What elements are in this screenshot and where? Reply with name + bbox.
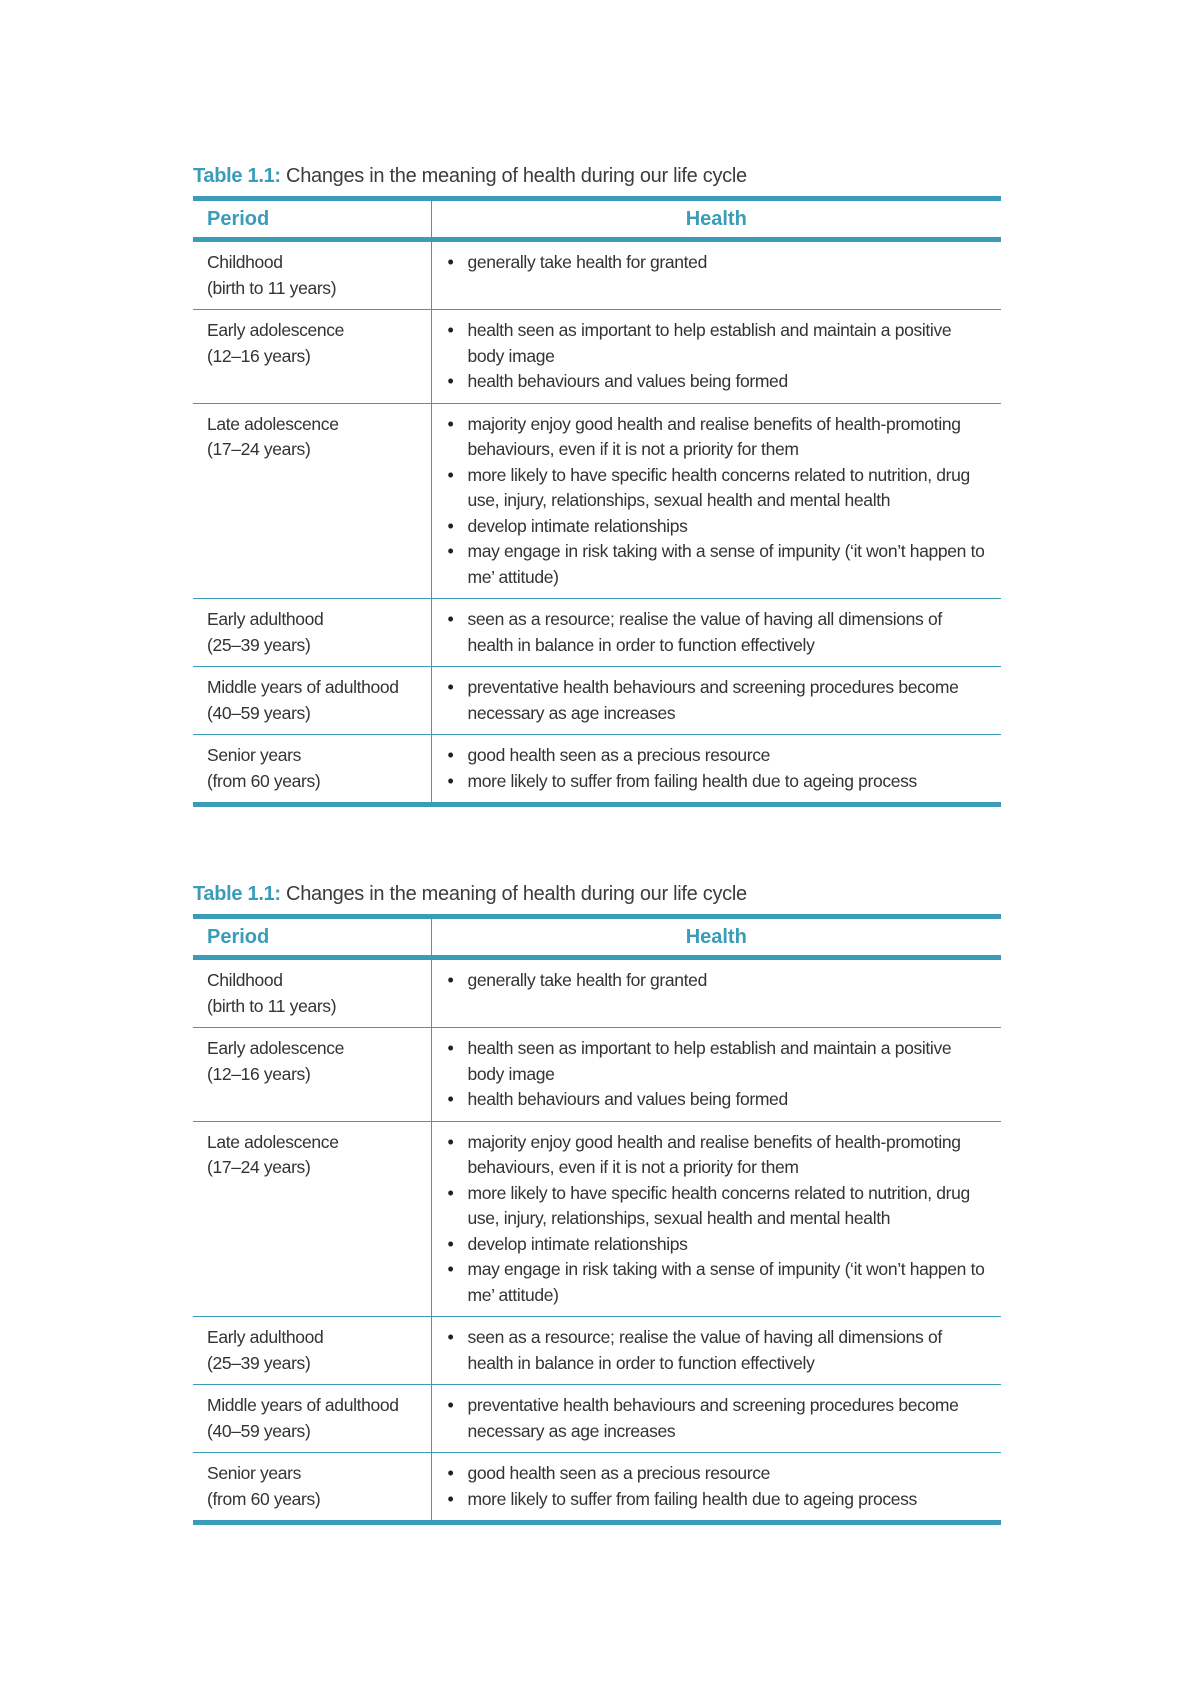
table-row <box>193 240 1001 310</box>
period-cell <box>193 735 431 805</box>
table-block <box>193 880 1001 1525</box>
period-name: Childhood <box>207 970 283 990</box>
health-point: • health behaviours and values being formed <box>446 1087 990 1113</box>
health-cell <box>431 1453 1001 1523</box>
table-row <box>193 667 1001 735</box>
health-point: • health behaviours and values being formed <box>446 369 990 395</box>
health-cell <box>431 958 1001 1028</box>
health-points <box>446 1036 990 1113</box>
period-cell <box>193 1385 431 1453</box>
period-range: (40–59 years) <box>207 702 311 723</box>
health-point: • preventative health behaviours and screening procedures become necessary as age increases <box>446 675 990 726</box>
period-cell <box>193 1121 431 1317</box>
caption-text: Changes in the meaning of health during our life cycle <box>286 165 747 187</box>
period-cell <box>193 599 431 667</box>
period-range: (25–39 years) <box>207 1352 311 1373</box>
header-health: Health <box>431 917 1001 958</box>
table-row <box>193 1385 1001 1453</box>
health-cell <box>431 240 1001 310</box>
table-row <box>193 958 1001 1028</box>
table-row <box>193 403 1001 599</box>
health-points <box>446 412 990 591</box>
health-point: • generally take health for granted <box>446 250 990 276</box>
period-name: Late adolescence <box>207 413 339 434</box>
health-point: • good health seen as a precious resource <box>446 743 990 769</box>
header-period: Period <box>193 917 431 958</box>
header-row <box>193 917 1001 958</box>
period-range: (17–24 years) <box>207 439 311 459</box>
caption-label: Table 1.1: <box>193 165 281 187</box>
header-period: Period <box>193 199 431 240</box>
header-row <box>193 199 1001 240</box>
table-row <box>193 1121 1001 1317</box>
health-point: • more likely to have specific health concerns related to nutrition, drug use, injury, relationships, sexual health and mental health <box>446 463 990 514</box>
health-point: • develop intimate relationships <box>446 514 990 540</box>
table-row <box>193 1317 1001 1385</box>
health-points <box>446 968 990 994</box>
health-points <box>446 1130 990 1309</box>
health-point: • more likely to suffer from failing health due to ageing process <box>446 769 990 795</box>
table-caption <box>193 162 1001 190</box>
health-point: • seen as a resource; realise the value of having all dimensions of health in balance in order to function effectively <box>446 607 990 658</box>
period-range: (from 60 years) <box>207 1488 321 1509</box>
period-cell <box>193 1028 431 1122</box>
health-point: • preventative health behaviours and screening procedures become necessary as age increases <box>446 1393 990 1444</box>
health-cell <box>431 667 1001 735</box>
health-point: • majority enjoy good health and realise benefits of health-promoting behaviours, even if it is not a priority for them <box>446 412 990 463</box>
health-point: • may engage in risk taking with a sense of impunity (‘it won’t happen to me’ attitude) <box>446 539 990 590</box>
health-points <box>446 607 990 658</box>
period-range: (40–59 years) <box>207 1420 311 1441</box>
health-cell <box>431 1121 1001 1317</box>
period-cell <box>193 958 431 1028</box>
health-points <box>446 1461 990 1512</box>
period-cell <box>193 1317 431 1385</box>
period-name: Childhood <box>207 252 283 272</box>
health-points <box>446 250 990 276</box>
health-table <box>193 196 1001 807</box>
period-cell <box>193 667 431 735</box>
period-range: (12–16 years) <box>207 1063 311 1084</box>
period-range: (birth to 11 years) <box>207 277 337 298</box>
health-point: • generally take health for granted <box>446 968 990 994</box>
table-row <box>193 1453 1001 1523</box>
table-row <box>193 735 1001 805</box>
caption-text: Changes in the meaning of health during our life cycle <box>286 883 747 905</box>
period-name: Early adolescence <box>207 1038 345 1058</box>
health-points <box>446 1393 990 1444</box>
health-points <box>446 318 990 395</box>
table-caption <box>193 880 1001 908</box>
period-name: Senior years <box>207 1463 302 1483</box>
period-range: (12–16 years) <box>207 345 311 366</box>
period-cell <box>193 403 431 599</box>
health-table <box>193 914 1001 1525</box>
health-point: • more likely to have specific health concerns related to nutrition, drug use, injury, relationships, sexual health and mental health <box>446 1181 990 1232</box>
period-cell <box>193 240 431 310</box>
health-point: • health seen as important to help establish and maintain a positive body image <box>446 318 990 369</box>
period-cell <box>193 310 431 404</box>
health-cell <box>431 1385 1001 1453</box>
health-cell <box>431 403 1001 599</box>
header-health: Health <box>431 199 1001 240</box>
health-point: • develop intimate relationships <box>446 1232 990 1258</box>
health-points <box>446 743 990 794</box>
period-name: Late adolescence <box>207 1131 339 1152</box>
health-point: • good health seen as a precious resource <box>446 1461 990 1487</box>
health-cell <box>431 1028 1001 1122</box>
caption-label: Table 1.1: <box>193 883 281 905</box>
health-point: • more likely to suffer from failing health due to ageing process <box>446 1487 990 1513</box>
table-block <box>193 162 1001 807</box>
period-name: Middle years of adulthood <box>207 1395 399 1415</box>
period-cell <box>193 1453 431 1523</box>
health-point: • majority enjoy good health and realise benefits of health-promoting behaviours, even if it is not a priority for them <box>446 1130 990 1181</box>
health-cell <box>431 735 1001 805</box>
period-name: Early adulthood <box>207 609 324 629</box>
health-points <box>446 675 990 726</box>
period-range: (25–39 years) <box>207 634 311 655</box>
period-name: Senior years <box>207 745 302 765</box>
health-point: • seen as a resource; realise the value of having all dimensions of health in balance in order to function effectively <box>446 1325 990 1376</box>
period-name: Early adulthood <box>207 1327 324 1347</box>
period-name: Early adolescence <box>207 320 345 340</box>
period-range: (birth to 11 years) <box>207 995 337 1016</box>
table-row <box>193 1028 1001 1122</box>
health-cell <box>431 599 1001 667</box>
table-row <box>193 599 1001 667</box>
period-range: (17–24 years) <box>207 1157 311 1177</box>
health-cell <box>431 310 1001 404</box>
period-name: Middle years of adulthood <box>207 677 399 697</box>
health-point: • health seen as important to help establish and maintain a positive body image <box>446 1036 990 1087</box>
health-cell <box>431 1317 1001 1385</box>
health-points <box>446 1325 990 1376</box>
period-range: (from 60 years) <box>207 770 321 791</box>
health-point: • may engage in risk taking with a sense of impunity (‘it won’t happen to me’ attitude) <box>446 1257 990 1308</box>
table-row <box>193 310 1001 404</box>
